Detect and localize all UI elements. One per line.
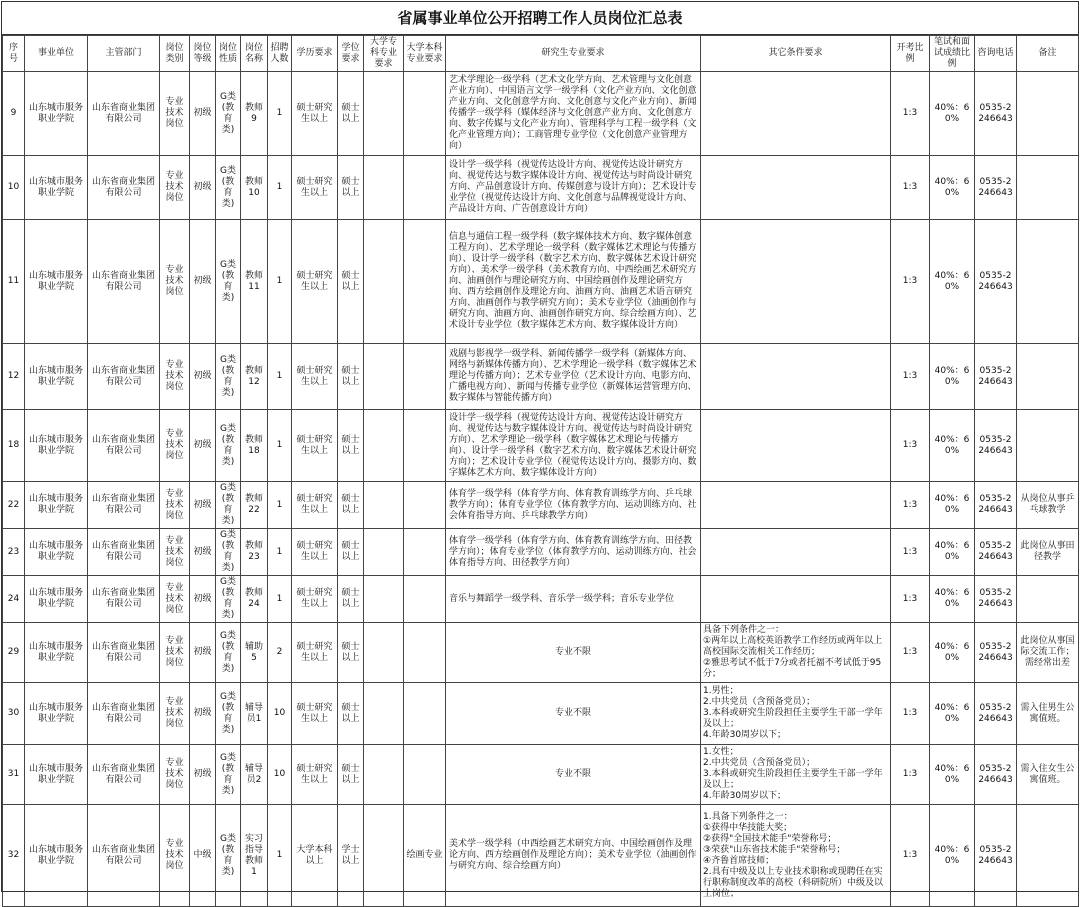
cell-ratio: 1:3 xyxy=(891,683,930,745)
cell-degree: 学士以上 xyxy=(338,805,364,907)
cell-ratio: 1:3 xyxy=(891,220,930,344)
cell-post-nature: G类(教育类) xyxy=(216,805,241,907)
cell-edu: 硕士研究生以上 xyxy=(292,72,338,156)
cell-post-name: 辅导员1 xyxy=(241,683,268,745)
cell-seq: 31 xyxy=(3,745,25,805)
positions-table xyxy=(2,35,1079,907)
cell-seq: 29 xyxy=(3,623,25,683)
cell-post-nature: G类(教育类) xyxy=(216,344,241,410)
cell-seq: 9 xyxy=(3,72,25,156)
cell-bachelor-major xyxy=(404,683,446,745)
cell-post-name: 教师9 xyxy=(241,72,268,156)
col-header-grad-major: 研究生专业要求 xyxy=(446,36,701,72)
col-header-post-nature: 岗位性质 xyxy=(216,36,241,72)
cell-post-nature: G类(教育类) xyxy=(216,220,241,344)
cell-unit: 山东城市服务职业学院 xyxy=(25,805,88,907)
cell-post-cat: 专业技术岗位 xyxy=(160,805,190,907)
col-header-edu: 学历要求 xyxy=(292,36,338,72)
cell-post-cat: 专业技术岗位 xyxy=(160,410,190,482)
cell-count: 1 xyxy=(268,576,292,623)
col-header-bachelor-major: 大学本科专业要求 xyxy=(404,36,446,72)
cell-note: 需入住男生公寓值班。 xyxy=(1017,683,1079,745)
cell-post-name: 教师23 xyxy=(241,529,268,576)
cell-degree: 硕士以上 xyxy=(338,72,364,156)
cell-edu: 硕士研究生以上 xyxy=(292,220,338,344)
cell-dept: 山东省商业集团有限公司 xyxy=(88,805,160,907)
cell-post-level: 初级 xyxy=(190,745,216,805)
cell-seq: 24 xyxy=(3,576,25,623)
cell-count: 1 xyxy=(268,220,292,344)
cell-weight: 40%：60% xyxy=(930,576,975,623)
cell-dept: 山东省商业集团有限公司 xyxy=(88,529,160,576)
cell-phone: 0535-2246643 xyxy=(975,623,1017,683)
cell-ratio: 1:3 xyxy=(891,344,930,410)
cell-other xyxy=(701,576,891,623)
table-row xyxy=(3,805,1079,907)
col-header-count: 招聘人数 xyxy=(268,36,292,72)
cell-degree: 硕士以上 xyxy=(338,482,364,529)
cell-degree: 硕士以上 xyxy=(338,745,364,805)
cell-ratio: 1:3 xyxy=(891,156,930,220)
cell-grad-major: 体育学一级学科（体育学方向、体育教育训练学方向、田径教学方向）；体育专业学位（体育教学方向、运动训练方向、社会体育指导方向、田径教学方向） xyxy=(446,529,701,576)
cell-post-name: 辅导员2 xyxy=(241,745,268,805)
table-row xyxy=(3,410,1079,482)
cell-post-cat: 专业技术岗位 xyxy=(160,344,190,410)
cell-dept: 山东省商业集团有限公司 xyxy=(88,344,160,410)
table-row xyxy=(3,72,1079,156)
cell-post-cat: 专业技术岗位 xyxy=(160,745,190,805)
cell-bachelor-major xyxy=(404,410,446,482)
cell-count: 1 xyxy=(268,344,292,410)
cell-post-cat: 专业技术岗位 xyxy=(160,529,190,576)
cell-weight: 40%：60% xyxy=(930,482,975,529)
cell-college-major xyxy=(364,156,404,220)
cell-grad-major: 专业不限 xyxy=(446,623,701,683)
cell-post-level: 初级 xyxy=(190,72,216,156)
cell-bachelor-major xyxy=(404,529,446,576)
cell-post-cat: 专业技术岗位 xyxy=(160,576,190,623)
cell-post-name: 教师12 xyxy=(241,344,268,410)
cell-post-name: 教师10 xyxy=(241,156,268,220)
cell-degree: 硕士以上 xyxy=(338,220,364,344)
cell-college-major xyxy=(364,410,404,482)
cell-edu: 硕士研究生以上 xyxy=(292,529,338,576)
col-header-unit: 事业单位 xyxy=(25,36,88,72)
cell-bachelor-major xyxy=(404,745,446,805)
cell-phone: 0535-2246643 xyxy=(975,805,1017,907)
cell-phone: 0535-2246643 xyxy=(975,576,1017,623)
cell-phone: 0535-2246643 xyxy=(975,72,1017,156)
cell-weight: 40%：60% xyxy=(930,72,975,156)
cell-note xyxy=(1017,344,1079,410)
cell-weight: 40%：60% xyxy=(930,529,975,576)
cell-dept: 山东省商业集团有限公司 xyxy=(88,156,160,220)
cell-seq: 32 xyxy=(3,805,25,907)
cell-unit: 山东城市服务职业学院 xyxy=(25,745,88,805)
col-header-seq: 序号 xyxy=(3,36,25,72)
cell-seq: 23 xyxy=(3,529,25,576)
cell-seq: 12 xyxy=(3,344,25,410)
cell-post-cat: 专业技术岗位 xyxy=(160,623,190,683)
cell-edu: 硕士研究生以上 xyxy=(292,344,338,410)
document-page xyxy=(1,1,1079,899)
cell-edu: 硕士研究生以上 xyxy=(292,745,338,805)
col-header-post-cat: 岗位类别 xyxy=(160,36,190,72)
col-header-post-name: 岗位名称 xyxy=(241,36,268,72)
cell-post-name: 辅助5 xyxy=(241,623,268,683)
cell-unit: 山东城市服务职业学院 xyxy=(25,482,88,529)
col-header-dept: 主管部门 xyxy=(88,36,160,72)
cell-ratio: 1:3 xyxy=(891,529,930,576)
cell-note: 此岗位从事国际交流工作；需经常出差 xyxy=(1017,623,1079,683)
cell-other xyxy=(701,220,891,344)
cell-ratio: 1:3 xyxy=(891,482,930,529)
cell-ratio: 1:3 xyxy=(891,72,930,156)
cell-grad-major: 专业不限 xyxy=(446,745,701,805)
cell-other: 1.男性； 2.中共党员（含预备党员）； 3.本科或研究生阶段担任主要学生干部一学年及以上； 4.年龄30周岁以下； xyxy=(701,683,891,745)
cell-post-level: 初级 xyxy=(190,220,216,344)
cell-college-major xyxy=(364,805,404,907)
cell-note xyxy=(1017,156,1079,220)
cell-post-name: 实习指导教师1 xyxy=(241,805,268,907)
cell-college-major xyxy=(364,482,404,529)
cell-bachelor-major xyxy=(404,156,446,220)
cell-degree: 硕士以上 xyxy=(338,529,364,576)
cell-college-major xyxy=(364,683,404,745)
cell-grad-major: 专业不限 xyxy=(446,683,701,745)
cell-post-nature: G类(教育类) xyxy=(216,156,241,220)
col-header-post-level: 岗位等级 xyxy=(190,36,216,72)
cell-post-nature: G类(教育类) xyxy=(216,745,241,805)
cell-grad-major: 美术学一级学科（中西绘画艺术研究方向、中国绘画创作及理论方向、西方绘画创作及理论方向）；美术专业学位（油画创作与研究方向、综合绘画方向） xyxy=(446,805,701,907)
cell-ratio: 1:3 xyxy=(891,623,930,683)
cell-note xyxy=(1017,220,1079,344)
cell-unit: 山东城市服务职业学院 xyxy=(25,344,88,410)
cell-edu: 硕士研究生以上 xyxy=(292,410,338,482)
cell-degree: 硕士以上 xyxy=(338,344,364,410)
col-header-ratio: 开考比例 xyxy=(891,36,930,72)
cell-note: 此岗位从事田径教学 xyxy=(1017,529,1079,576)
table-row xyxy=(3,623,1079,683)
cell-count: 2 xyxy=(268,623,292,683)
cell-college-major xyxy=(364,623,404,683)
cell-post-nature: G类(教育类) xyxy=(216,576,241,623)
cell-dept: 山东省商业集团有限公司 xyxy=(88,683,160,745)
cell-post-nature: G类(教育类) xyxy=(216,410,241,482)
cell-weight: 40%：60% xyxy=(930,683,975,745)
cell-post-name: 教师22 xyxy=(241,482,268,529)
cell-grad-major: 音乐与舞蹈学一级学科、音乐学一级学科；音乐专业学位 xyxy=(446,576,701,623)
cell-college-major xyxy=(364,576,404,623)
cell-grad-major: 戏剧与影视学一级学科、新闻传播学一级学科（新媒体方向、网络与新媒体传播方向）、艺术学理论一级学科（数字媒体艺术理论与传播方向）；艺术专业学位（艺术设计方向、电影方向、广播电视方向）、新闻与传播专业学位（新媒体运营管理方向、数字媒体与智能传播方向） xyxy=(446,344,701,410)
cell-post-name: 教师18 xyxy=(241,410,268,482)
cell-weight: 40%：60% xyxy=(930,745,975,805)
cell-post-level: 初级 xyxy=(190,482,216,529)
col-header-college-major: 大学专科专业要求 xyxy=(364,36,404,72)
cell-edu: 硕士研究生以上 xyxy=(292,683,338,745)
table-row xyxy=(3,482,1079,529)
cell-dept: 山东省商业集团有限公司 xyxy=(88,623,160,683)
cell-dept: 山东省商业集团有限公司 xyxy=(88,576,160,623)
cell-count: 1 xyxy=(268,410,292,482)
cell-grad-major: 设计学一级学科（视觉传达设计方向、视觉传达设计研究方向、视觉传达与数字媒体设计方向、视觉传达与时尚设计研究方向）、艺术学理论一级学科（数字媒体艺术理论与传播方向）、设计学一级学科（数字艺术方向、数字媒体艺术设计研究方向）；艺术设计专业学位（视觉传达设计方向、摄影方向、数字媒体艺术方向、数字媒体设计方向） xyxy=(446,410,701,482)
cell-unit: 山东城市服务职业学院 xyxy=(25,529,88,576)
cell-ratio: 1:3 xyxy=(891,745,930,805)
cell-dept: 山东省商业集团有限公司 xyxy=(88,410,160,482)
cell-seq: 22 xyxy=(3,482,25,529)
cell-other: 1.女性； 2.中共党员（含预备党员）； 3.本科或研究生阶段担任主要学生干部一学年及以上； 4.年龄30周岁以下； xyxy=(701,745,891,805)
cell-degree: 硕士以上 xyxy=(338,410,364,482)
cell-other xyxy=(701,529,891,576)
cell-post-level: 初级 xyxy=(190,683,216,745)
cell-unit: 山东城市服务职业学院 xyxy=(25,410,88,482)
cell-phone: 0535-2246643 xyxy=(975,220,1017,344)
cell-unit: 山东城市服务职业学院 xyxy=(25,220,88,344)
cell-post-nature: G类(教育类) xyxy=(216,529,241,576)
cell-note xyxy=(1017,410,1079,482)
cell-ratio: 1:3 xyxy=(891,805,930,907)
cell-post-cat: 专业技术岗位 xyxy=(160,683,190,745)
cell-grad-major: 设计学一级学科（视觉传达设计方向、视觉传达设计研究方向、视觉传达与数字媒体设计方向、视觉传达与时尚设计研究方向、产品创意设计方向、传媒创意与设计方向）；艺术设计专业学位（视觉传达设计方向、文化创意与品牌视觉设计方向、产品设计方向、广告创意设计方向） xyxy=(446,156,701,220)
cell-count: 1 xyxy=(268,72,292,156)
cell-other xyxy=(701,482,891,529)
cell-post-cat: 专业技术岗位 xyxy=(160,72,190,156)
col-header-phone: 咨询电话 xyxy=(975,36,1017,72)
cell-bachelor-major xyxy=(404,344,446,410)
cell-bachelor-major xyxy=(404,220,446,344)
cell-phone: 0535-2246643 xyxy=(975,156,1017,220)
cell-other: 具备下列条件之一： ①两年以上高校英语教学工作经历或两年以上高校国际交流相关工作经历； ②雅思考试不低于7分或者托福不考试低于95分； xyxy=(701,623,891,683)
cell-ratio: 1:3 xyxy=(891,576,930,623)
cell-degree: 硕士以上 xyxy=(338,576,364,623)
cell-bachelor-major: 绘画专业 xyxy=(404,805,446,907)
col-header-weight: 笔试和面试成绩比例 xyxy=(930,36,975,72)
col-header-note: 备注 xyxy=(1017,36,1079,72)
table-row xyxy=(3,529,1079,576)
cell-grad-major: 艺术学理论一级学科（艺术文化学方向、艺术管理与文化创意产业方向）、中国语言文学一级学科（文化产业方向、文化创意产业方向、文化创意学方向、文化创意与文化产业方向）、新闻传播学一级学科（媒体经济与文化创意产业方向、文化创意方向、数字传媒与文化产业方向）、管理科学与工程一级学科（文化产业管理方向）；工商管理专业学位（文化创意产业管理方向） xyxy=(446,72,701,156)
cell-bachelor-major xyxy=(404,482,446,529)
cell-weight: 40%：60% xyxy=(930,805,975,907)
header-row xyxy=(3,36,1079,72)
cell-post-cat: 专业技术岗位 xyxy=(160,220,190,344)
cell-weight: 40%：60% xyxy=(930,156,975,220)
table-row xyxy=(3,576,1079,623)
cell-ratio: 1:3 xyxy=(891,410,930,482)
cell-post-level: 初级 xyxy=(190,529,216,576)
cell-post-level: 初级 xyxy=(190,410,216,482)
cell-post-level: 初级 xyxy=(190,344,216,410)
cell-weight: 40%：60% xyxy=(930,410,975,482)
cell-college-major xyxy=(364,72,404,156)
cell-edu: 硕士研究生以上 xyxy=(292,156,338,220)
cell-phone: 0535-2246643 xyxy=(975,482,1017,529)
cell-note: 从岗位从事乒乓球教学 xyxy=(1017,482,1079,529)
cell-note xyxy=(1017,805,1079,907)
cell-college-major xyxy=(364,344,404,410)
cell-phone: 0535-2246643 xyxy=(975,410,1017,482)
cell-count: 1 xyxy=(268,529,292,576)
cell-bachelor-major xyxy=(404,623,446,683)
cell-weight: 40%：60% xyxy=(930,623,975,683)
cell-count: 10 xyxy=(268,745,292,805)
cell-dept: 山东省商业集团有限公司 xyxy=(88,745,160,805)
table-row xyxy=(3,156,1079,220)
cell-weight: 40%：60% xyxy=(930,220,975,344)
table-row xyxy=(3,683,1079,745)
cell-post-name: 教师11 xyxy=(241,220,268,344)
cell-degree: 硕士以上 xyxy=(338,683,364,745)
cell-degree: 硕士以上 xyxy=(338,156,364,220)
table-body xyxy=(3,72,1079,907)
col-header-other: 其它条件要求 xyxy=(701,36,891,72)
cell-seq: 11 xyxy=(3,220,25,344)
table-row xyxy=(3,344,1079,410)
cell-degree: 硕士以上 xyxy=(338,623,364,683)
table-title: 省属事业单位公开招聘工作人员岗位汇总表 xyxy=(2,2,1078,35)
cell-college-major xyxy=(364,220,404,344)
cell-weight: 40%：60% xyxy=(930,344,975,410)
cell-note: 需入住女生公寓值班。 xyxy=(1017,745,1079,805)
cell-note xyxy=(1017,576,1079,623)
cell-note xyxy=(1017,72,1079,156)
cell-post-name: 教师24 xyxy=(241,576,268,623)
cell-seq: 18 xyxy=(3,410,25,482)
cell-college-major xyxy=(364,745,404,805)
cell-seq: 30 xyxy=(3,683,25,745)
cell-post-level: 初级 xyxy=(190,156,216,220)
cell-bachelor-major xyxy=(404,576,446,623)
cell-dept: 山东省商业集团有限公司 xyxy=(88,482,160,529)
cell-other xyxy=(701,344,891,410)
cell-post-nature: G类(教育类) xyxy=(216,72,241,156)
col-header-degree: 学位要求 xyxy=(338,36,364,72)
cell-post-level: 初级 xyxy=(190,623,216,683)
cell-phone: 0535-2246643 xyxy=(975,745,1017,805)
table-row xyxy=(3,220,1079,344)
cell-unit: 山东城市服务职业学院 xyxy=(25,72,88,156)
cell-phone: 0535-2246643 xyxy=(975,683,1017,745)
cell-unit: 山东城市服务职业学院 xyxy=(25,623,88,683)
cell-phone: 0535-2246643 xyxy=(975,529,1017,576)
cell-bachelor-major xyxy=(404,72,446,156)
cell-post-level: 中级 xyxy=(190,805,216,907)
cell-post-cat: 专业技术岗位 xyxy=(160,156,190,220)
cell-count: 10 xyxy=(268,683,292,745)
cell-grad-major: 体育学一级学科（体育学方向、体育教育训练学方向、乒乓球教学方向）；体育专业学位（体育教学方向、运动训练方向、社会体育指导方向、乒乓球教学方向） xyxy=(446,482,701,529)
cell-other xyxy=(701,410,891,482)
cell-count: 1 xyxy=(268,482,292,529)
cell-post-level: 初级 xyxy=(190,576,216,623)
cell-edu: 硕士研究生以上 xyxy=(292,623,338,683)
cell-college-major xyxy=(364,529,404,576)
cell-dept: 山东省商业集团有限公司 xyxy=(88,220,160,344)
cell-count: 1 xyxy=(268,156,292,220)
cell-unit: 山东城市服务职业学院 xyxy=(25,156,88,220)
cell-post-cat: 专业技术岗位 xyxy=(160,482,190,529)
cell-phone: 0535-2246643 xyxy=(975,344,1017,410)
cell-other: 1.具备下列条件之一： ①获得中华技能大奖； ②获得"全国技术能手"荣誉称号； ③荣获"山东省技术能手"荣誉称号； ④齐鲁首席技师； 2.具有中级及以上专业技术职称或现聘任在实行职称制度改革的高校（科研院所）中级及以上岗位； xyxy=(701,805,891,907)
cell-post-nature: G类(教育类) xyxy=(216,683,241,745)
cell-unit: 山东城市服务职业学院 xyxy=(25,576,88,623)
cell-count: 1 xyxy=(268,805,292,907)
table-row xyxy=(3,745,1079,805)
cell-edu: 大学本科以上 xyxy=(292,805,338,907)
cell-other xyxy=(701,156,891,220)
cell-edu: 硕士研究生以上 xyxy=(292,482,338,529)
cell-edu: 硕士研究生以上 xyxy=(292,576,338,623)
cell-grad-major: 信息与通信工程一级学科（数字媒体技术方向、数字媒体创意工程方向）、艺术学理论一级学科（数字媒体艺术理论与传播方向）、设计学一级学科（数字艺术方向、数字媒体艺术设计研究方向）、美术学一级学科（美术教育方向、中西绘画艺术研究方向、油画创作与理论研究方向、中国绘画创作及理论研究方向、西方绘画创作及理论方向、油画方向、油画艺术语言研究方向、油画创作与教学研究方向）；美术专业学位（油画创作与研究方向、油画方向、油画创作研究方向、综合绘画方向）、艺术设计专业学位（数字媒体艺术方向、数字媒体设计方向） xyxy=(446,220,701,344)
cell-dept: 山东省商业集团有限公司 xyxy=(88,72,160,156)
cell-post-nature: G类(教育类) xyxy=(216,482,241,529)
cell-other xyxy=(701,72,891,156)
cell-unit: 山东城市服务职业学院 xyxy=(25,683,88,745)
cell-post-nature: G类(教育类) xyxy=(216,623,241,683)
cell-seq: 10 xyxy=(3,156,25,220)
